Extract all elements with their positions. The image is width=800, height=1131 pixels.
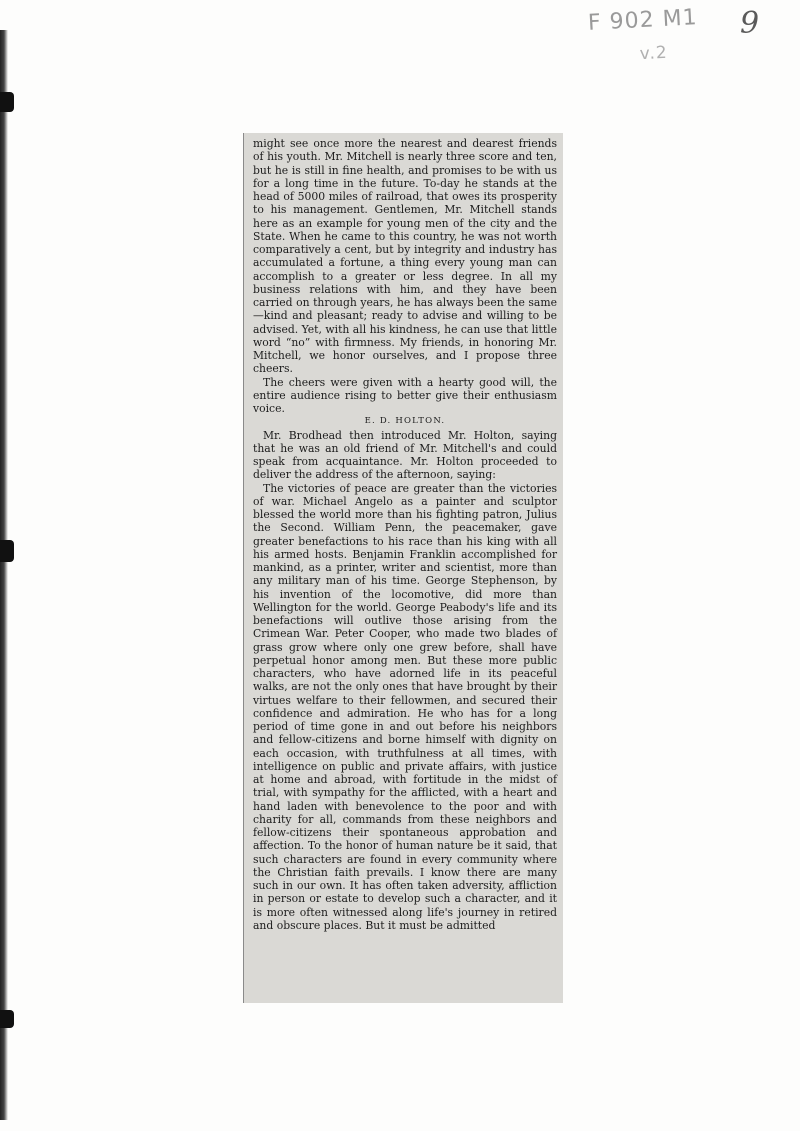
- scan-edge-blot: [0, 1010, 14, 1028]
- scan-edge-shadow: [0, 30, 8, 1120]
- section-heading: E. D. HOLTON.: [364, 416, 446, 427]
- scan-edge-blot: [0, 92, 14, 112]
- article-paragraph: might see once more the nearest and dearest friends of his youth. Mr. Mitchell is nearly three score and ten, but he is still in fine health, and promises to be with us for a long time in the future. To-day he stands at the head of 5000 miles of railroad, that owes its prosperity to his management. Gentlemen, Mr. Mitchell stands here as an example for young men of the city and the State. When he came to this country, he was not worth comparatively a cent, but by integrity and industry has accumulated a fortune, a thing every young man can accomplish to a greater or less degree. In all my business relations with him, and they have been carried on through years, he has always been the same—kind and pleasant; ready to advise and willing to be advised. Yet, with all his kindness, he can use that little word “no” with firmness. My friends, in honoring Mr. Mitchell, we honor ourselves, and I propose three cheers.: [253, 137, 557, 376]
- catalog-sub: v.2: [639, 42, 669, 65]
- page-number: 9: [740, 6, 760, 41]
- catalog-mark: F 902 M1: [587, 5, 699, 36]
- catalog-annotation: [587, 5, 699, 65]
- article-paragraph: The victories of peace are greater than the victories of war. Michael Angelo as a painter and sculptor blessed the world more than his fighting patron, Julius the Second. William Penn, the peacemaker, gave greater benefactions to his race than his king with all his armed hosts. Benjamin Franklin accomplished for mankind, as a printer, writer and scientist, more than any military man of his time. George Stephenson, by his invention of the locomotive, did more than Wellington for the world. George Peabody's life and its benefactions will outlive those arising from the Crimean War. Peter Cooper, who made two blades of grass grow where only one grew before, shall have perpetual honor among men. But these more public characters, who have adorned life in its peaceful walks, are not the only ones that have brought by their virtues welfare to their fellowmen, and secured their confidence and admiration. He who has for a long period of time gone in and out before his neighbors and fellow-citizens and borne himself with dignity on each occasion, with truthfulness at all times, with intelligence on public and private affairs, with justice at home and abroad, with fortitude in the midst of trial, with sympathy for the afflicted, with a heart and hand laden with benevolence to the poor and with charity for all, commands from these neighbors and fellow-citizens their spontaneous approbation and affection. To the honor of human nature be it said, that such characters are found in every community where the Christian faith prevails. I know there are many such in our own. It has often taken adversity, affliction in person or estate to develop such a character, and it is more often witnessed along life's journey in retired and obscure places. But it must be admitted: [253, 481, 557, 932]
- newspaper-clipping: [243, 133, 563, 1003]
- article-paragraph: The cheers were given with a hearty good will, the entire audience rising to better give their enthusiasm voice.: [253, 375, 557, 415]
- scan-edge-blot: [0, 540, 14, 562]
- article-paragraph: Mr. Brodhead then introduced Mr. Holton, saying that he was an old friend of Mr. Mitchell's and could speak from acquaintance. Mr. Holton proceeded to deliver the address of the afternoon, saying:: [253, 428, 557, 482]
